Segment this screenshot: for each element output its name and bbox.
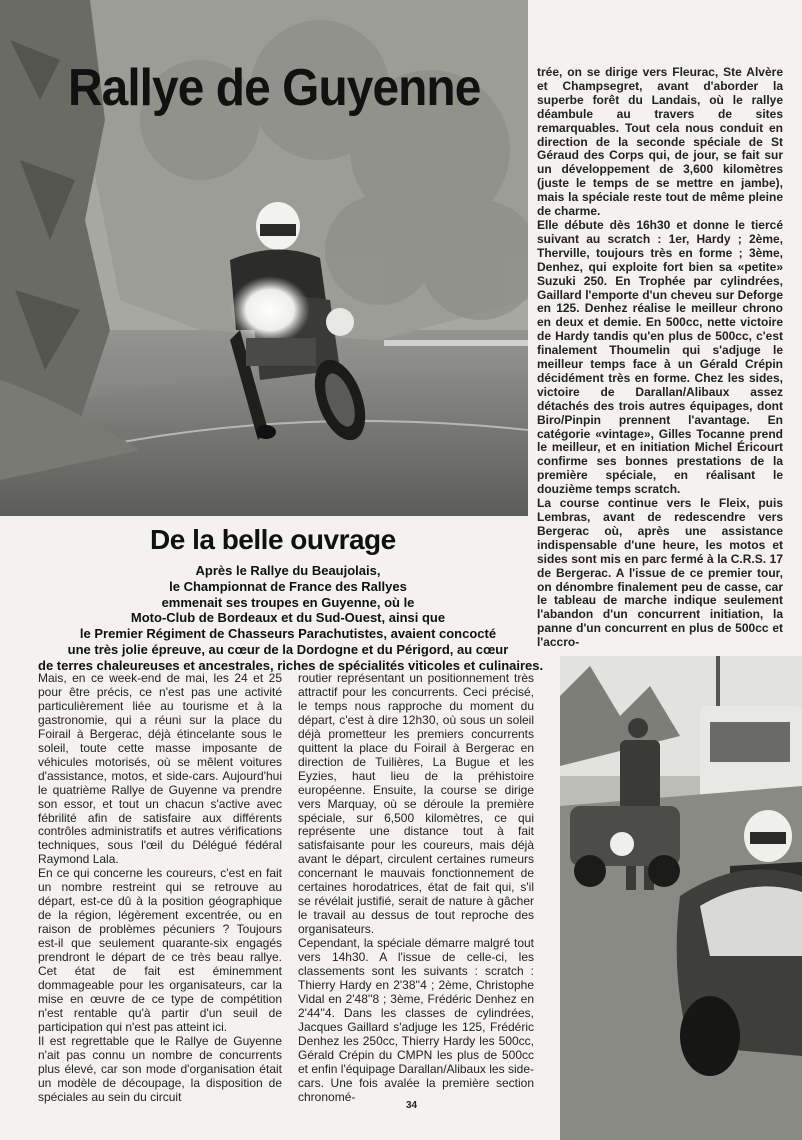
paragraph: Elle débute dès 16h30 et donne le tiercé suivant au scratch : 1er, Hardy ; 2ème, Therville, toujours très en forme ; 3ème, Denhez, qui exploite fort bien sa «petite» Suzuki 250. En Trophée par cylindrées, Gaillard l'emporte d'un cheveu sur Deforge en 125. Denhez réalise le meilleur chrono en deux et demie. En 500cc, nette victoire de Hardy tandis qu'en plus de 500cc, c'est finalement Thoumelin qui s'adjuge le meilleur temps face à un Gérald Crépin décidément très en forme. Chez les sides, victoire de Darallan/Alibaux assez détachés des trois autres équipages, dont Biro/Pinpin prennent l'avantage. En catégorie «vintage», Gilles Tocanne prend le meilleur, et en initiation Michel Éricourt confirme ses bonnes prestations de la première spéciale, en réalisant le douzième temps scratch. <box>537 217 783 497</box>
page-number: 34 <box>406 1100 418 1111</box>
article-intro <box>38 563 544 674</box>
intro-line: une très jolie épreuve, au cœur de la Dordogne et du Périgord, au cœur <box>67 641 509 657</box>
sidecar-photo <box>560 656 802 1140</box>
article-subtitle: De la belle ouvrage <box>150 524 396 555</box>
paragraph: Il est regrettable que le Rallye de Guyenne n'ait pas connu un nombre de concurrents plus élevé, car son mode d'organisation était un modèle de découpage, la disposition de spéciales au sein du circuit <box>38 1033 282 1104</box>
paragraph: En ce qui concerne les coureurs, c'est en fait un nombre restreint qui se retrouve au départ, est-ce dû à la position géographique de la région, légèrement excentrée, ou en raison de problèmes pécuniers ? Toujours est-il que seulement quarante-six engagés prendront le départ de ce très beau rallye. Cet état de fait est éminemment dommageable pour les organisateurs, car la mise en œuvre de ce type de compétition n'est rentable qu'à partir d'un seuil de participation qui n'est pas atteint ici. <box>38 866 282 1034</box>
paragraph: routier représentant un positionnement très attractif pour les concurrents. Ceci précisé, le temps nous rapproche du moment du départ, c'est à dire 12h30, où sous un soleil déjà prometteur les premiers concurrents quittent la place du Foirail à Bergerac en direction de Tuilières, La Bugue et les Eyzies, haut lieu de la préhistoire européenne. Ensuite, la course se dirige vers Marquay, où se déroule la première spéciale, sur 6,500 kilomètres, ce qui représente une distance tout à fait satisfaisante pour les coureurs, mais déjà avant le départ, circulent certaines rumeurs concernant le mauvais fonctionnement de certaines horodatrices, état de fait qui, s'il se révélait justifié, serait de nature à gâcher le travail au dessus de tout reproche des organisateurs. <box>298 671 534 937</box>
paragraph: trée, on se dirige vers Fleurac, Ste Alvère et Champsegret, avant d'aborder la superbe forêt du Landais, où le rallye déambule au travers de sites remarquables. Tout cela nous conduit en direction de la seconde spéciale de St Géraud des Corps qui, de jour, se fait sur un développement de 3,600 kilomètres (juste le temps de se mettre en jambe), mais la spéciale reste tout de même pleine de charme. <box>537 65 783 219</box>
sidecar-photo-illustration <box>560 656 802 1140</box>
right-column-top <box>537 66 783 650</box>
intro-line: le Premier Régiment de Chasseurs Parachutistes, avaient concocté <box>79 626 497 642</box>
rider-photo <box>0 0 528 516</box>
intro-line: emmenait ses troupes en Guyenne, où le <box>161 594 415 610</box>
intro-line: Moto-Club de Bordeaux et du Sud-Ouest, ainsi que <box>130 610 446 626</box>
paragraph: Mais, en ce week-end de mai, les 24 et 25 pour être précis, ce n'est pas une activité particulièrement liée au tourisme et à la gastronomie, qui a réuni sur la place du Foirail à Bergerac, déjà étincelante sous le soleil, toute cette masse imposante de véhicules motorisés, où se mêlent voitures d'assistance, motos, et side-cars. Aujourd'hui le quatrième Rallye de Guyenne va prendre son essor, et tout un chacun s'active avec fébrilité afin de satisfaire aux différents contrôles administratifs et autres vérifications techniques, sous l'œil du Délégué fédéral Raymond Lala. <box>38 671 282 867</box>
middle-column <box>298 672 534 1105</box>
intro-line: de terres chaleureuses et ancestrales, riches de spécialités viticoles et culinaires. <box>38 657 544 673</box>
paragraph: La course continue vers le Fleix, puis Lembras, avant de redescendre vers Bergerac où, après une assistance indispensable d'une heure, les motos et sides sont mis en parc fermé à la C.R.S. 17 de Bergerac. A l'issue de ce premier tour, on dénombre finalement peu de casse, car le tableau de marche indique seulement l'abandon d'un concurrent initiation, la panne d'un concurrent en plus de 500cc et l'accro- <box>537 496 783 650</box>
article-title: Rallye de Guyenne <box>68 59 481 117</box>
left-column <box>38 672 282 1105</box>
paragraph: Cependant, la spéciale démarre malgré tout vers 14h30. A l'issue de celle-ci, les classements sont les suivants : scratch : Thierry Hardy en 2'38''4 ; 2ème, Christophe Vidal en 2'48''8 ; 3ème, Frédéric Denhez en 2'44''4. Dans les classes de cylindrées, Jacques Gaillard s'adjuge les 125, Frédéric Denhez les 250cc, Thierry Hardy les 500cc, Gérald Crépin du CMPN les plus de 500cc et enfin l'équipage Darallan/Alibaux les side-cars. Une fois avalée la première section chronomé- <box>298 936 534 1104</box>
intro-line: Après le Rallye du Beaujolais, <box>195 563 381 578</box>
intro-line: le Championnat de France des Rallyes <box>169 578 407 594</box>
